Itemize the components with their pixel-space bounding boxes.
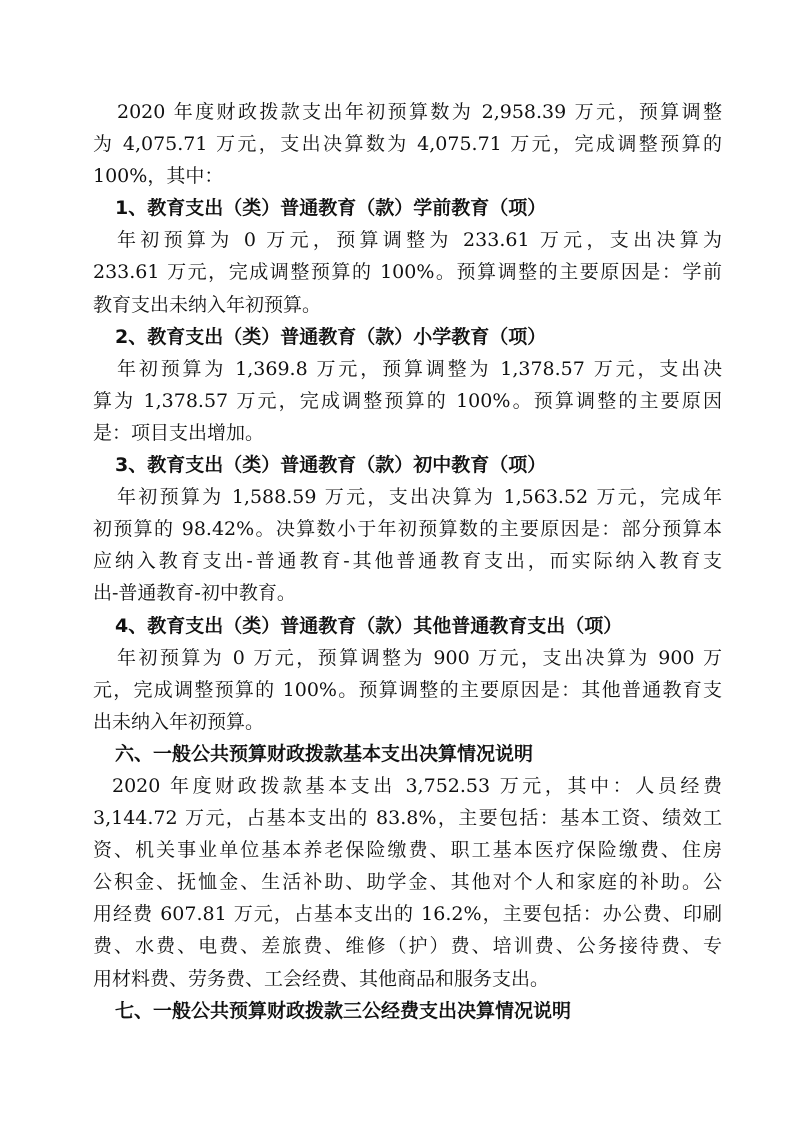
- heading-section-6: 六、一般公共预算财政拨款基本支出决算情况说明: [115, 742, 534, 765]
- heading-preschool-education: 1、教育支出（类）普通教育（款）学前教育（项）: [115, 197, 547, 220]
- text-line: 算为 1,378.57 万元，完成调整预算的 100%。预算调整的主要原因: [93, 389, 722, 412]
- text-line: 年初预算为 1,588.59 万元，支出决算为 1,563.52 万元，完成年: [117, 486, 722, 509]
- text-line: 100%，其中：: [93, 165, 224, 188]
- text-line: 用材料费、劳务费、工会经费、其他商品和服务支出。: [93, 967, 550, 990]
- paragraph-preschool: [93, 224, 722, 320]
- text-line: 3,144.72 万元，占基本支出的 83.8%，主要包括：基本工资、绩效工: [93, 807, 722, 830]
- text-line: 出-普通教育-初中教育。: [93, 582, 296, 605]
- text-line: 用经费 607.81 万元，占基本支出的 16.2%，主要包括：办公费、印刷: [93, 903, 722, 926]
- text-line: 年初预算为 0 万元，预算调整为 233.61 万元，支出决算为: [117, 229, 722, 252]
- text-line: 出未纳入年初预算。: [93, 710, 265, 733]
- paragraph-junior: [93, 481, 722, 609]
- text-line: 资、机关事业单位基本养老保险缴费、职工基本医疗保险缴费、住房: [93, 839, 722, 862]
- text-line: 年初预算为 1,369.8 万元，预算调整为 1,378.57 万元，支出决: [117, 357, 722, 380]
- text-line: 公积金、抚恤金、生活补助、助学金、其他对个人和家庭的补助。公: [93, 871, 722, 894]
- document-page: [93, 96, 722, 1027]
- text-line: 教育支出未纳入年初预算。: [93, 293, 322, 316]
- text-line: 初预算的 98.42%。决算数小于年初预算数的主要原因是：部分预算本: [93, 518, 722, 541]
- text-line: 应纳入教育支出-普通教育-其他普通教育支出，而实际纳入教育支: [93, 550, 722, 573]
- text-line: 费、水费、电费、差旅费、维修（护）费、培训费、公务接待费、专: [93, 935, 722, 958]
- text-line: 2020 年度财政拨款基本支出 3,752.53 万元，其中：人员经费: [112, 774, 722, 797]
- heading-primary-education: 2、教育支出（类）普通教育（款）小学教育（项）: [115, 325, 547, 348]
- heading-section-7: 七、一般公共预算财政拨款三公经费支出决算情况说明: [115, 999, 572, 1022]
- heading-junior-education: 3、教育支出（类）普通教育（款）初中教育（项）: [115, 454, 547, 477]
- text-line: 元，完成调整预算的 100%。预算调整的主要原因是：其他普通教育支: [93, 678, 722, 701]
- text-line: 年初预算为 0 万元，预算调整为 900 万元，支出决算为 900 万: [117, 646, 722, 669]
- paragraph-basic-expenditure: [93, 770, 722, 995]
- paragraph-summary: [93, 96, 722, 192]
- text-line: 2020 年度财政拨款支出年初预算数为 2,958.39 万元，预算调整: [117, 101, 722, 123]
- paragraph-other: [93, 642, 722, 738]
- paragraph-primary: [93, 353, 722, 449]
- heading-other-education: 4、教育支出（类）普通教育（款）其他普通教育支出（项）: [115, 614, 623, 637]
- text-line: 233.61 万元，完成调整预算的 100%。预算调整的主要原因是：学前: [93, 261, 722, 284]
- text-line: 是：项目支出增加。: [93, 421, 265, 444]
- text-line: 为 4,075.71 万元，支出决算数为 4,075.71 万元，完成调整预算的: [93, 133, 722, 156]
